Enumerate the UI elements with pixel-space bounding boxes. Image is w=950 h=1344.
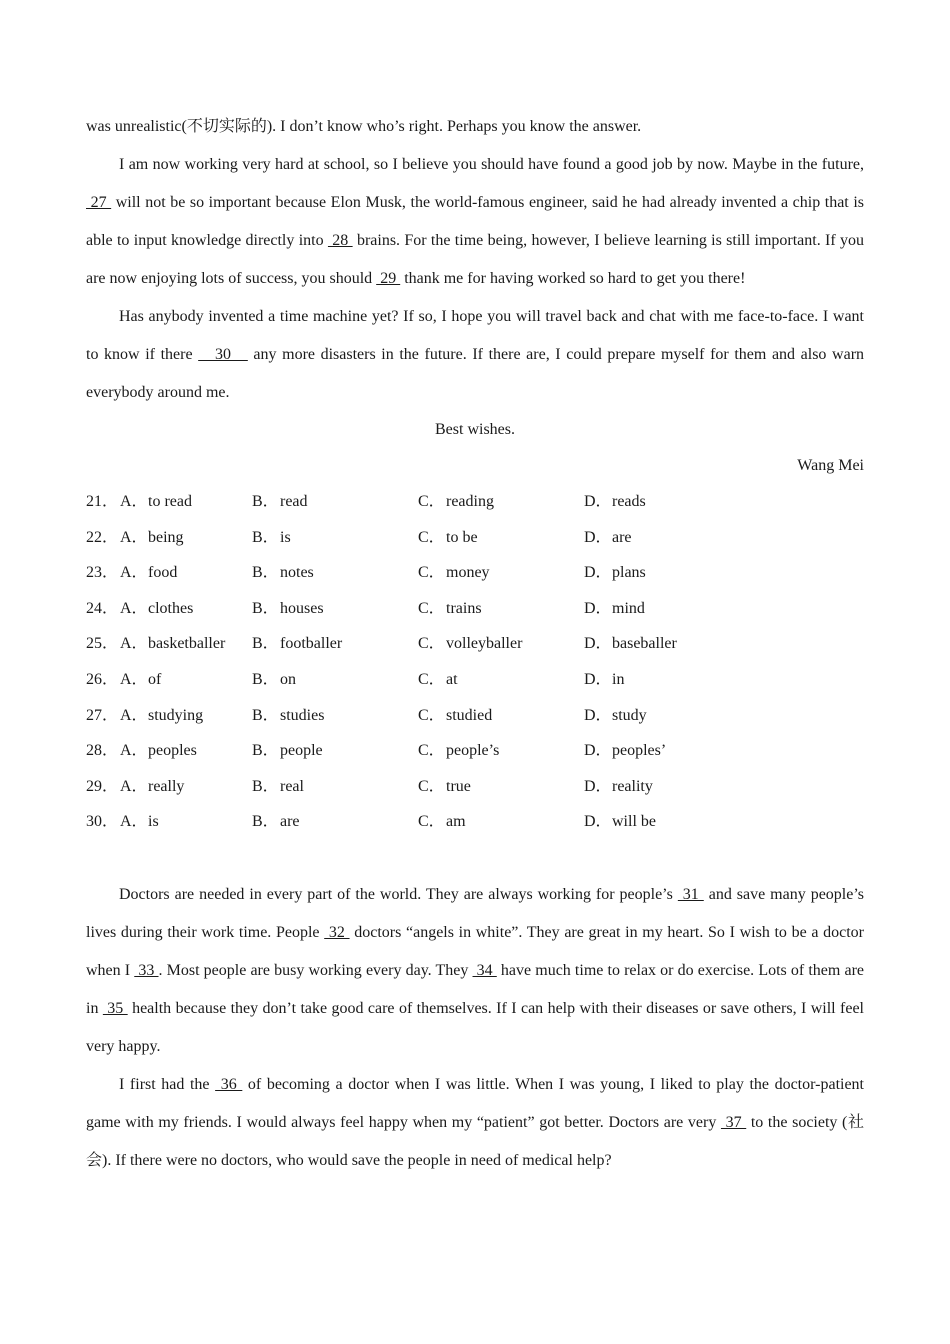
option-b[interactable] — [252, 484, 418, 520]
option-text: read — [280, 493, 308, 510]
option-label: C． — [418, 599, 445, 617]
passage-text: Doctors are needed in every part of the world. They are always working for people’s — [119, 885, 678, 903]
option-d[interactable] — [584, 626, 784, 662]
option-text: at — [446, 670, 458, 688]
question-number: 23． — [86, 564, 119, 582]
letter-signature: Wang Mei — [797, 457, 864, 474]
option-b[interactable] — [252, 733, 418, 769]
option-label: B． — [252, 777, 279, 795]
option-a[interactable] — [120, 484, 252, 520]
letter-closing: Best wishes. — [435, 421, 515, 438]
option-b[interactable] — [252, 555, 418, 591]
passage-text: to the society (社会). If there were no doctors, who would save the people in need of medical help? — [86, 1113, 865, 1169]
blank-36: 36 — [215, 1075, 243, 1093]
passage-text: I first had the — [119, 1075, 216, 1093]
option-text: are — [612, 528, 632, 546]
option-d[interactable] — [584, 733, 784, 769]
option-label: B． — [252, 635, 279, 653]
passage-text: and save many people’s lives during their work time. People — [86, 885, 865, 941]
passage-text: any more disasters in the future. If there are, I could prepare myself for them and also warn everybody around me. — [86, 346, 865, 401]
option-text: volleyballer — [446, 635, 523, 653]
option-b[interactable] — [252, 769, 418, 805]
option-text: reading — [446, 493, 494, 510]
option-b[interactable] — [252, 626, 418, 662]
option-b[interactable] — [252, 591, 418, 627]
option-text: basketballer — [148, 635, 226, 653]
option-text: reality — [612, 777, 653, 795]
option-label: C． — [418, 670, 445, 688]
passage-text: health because they don’t take good care of themselves. If I can help with their diseases or save others, I will feel very happy. — [86, 999, 864, 1055]
option-label: B． — [252, 706, 279, 724]
option-label: A． — [120, 706, 148, 724]
option-c[interactable] — [418, 555, 584, 591]
option-text: footballer — [280, 635, 343, 653]
option-b[interactable] — [252, 804, 418, 840]
option-text: baseballer — [612, 635, 677, 653]
option-c[interactable] — [418, 698, 584, 734]
question-row — [86, 484, 864, 520]
option-c[interactable] — [418, 769, 584, 805]
option-label: D． — [584, 706, 612, 724]
option-label: C． — [418, 706, 445, 724]
option-text: reads — [612, 493, 646, 510]
option-text: notes — [280, 564, 314, 582]
blank-32: 32 — [324, 923, 350, 941]
option-text: being — [148, 528, 184, 546]
question-row — [86, 698, 864, 734]
option-d[interactable] — [584, 591, 784, 627]
option-c[interactable] — [418, 804, 584, 840]
option-label: A． — [120, 564, 148, 582]
option-text: people — [280, 742, 323, 760]
option-c[interactable] — [418, 662, 584, 698]
option-text: of — [148, 670, 162, 688]
passage-text: have much time to relax or do exercise. Lots of them are in — [86, 961, 865, 1017]
option-a[interactable] — [120, 591, 252, 627]
option-text: are — [280, 813, 300, 831]
passage-text: of becoming a doctor when I was little. When I was young, I liked to play the doctor-patient game with my friends. I would always feel happy when my “patient” got better. Doctors are very — [86, 1075, 864, 1131]
question-row — [86, 555, 864, 591]
passage-text: brains. For the time being, however, I believe learning is still important. If you are now enjoying lots of success, you should — [86, 232, 865, 287]
question-row — [86, 804, 864, 840]
option-label: B． — [252, 742, 279, 760]
option-d[interactable] — [584, 520, 784, 556]
option-label: A． — [120, 777, 148, 795]
option-label: A． — [120, 493, 148, 510]
option-text: on — [280, 670, 296, 688]
option-label: D． — [584, 670, 612, 688]
document-page — [86, 108, 864, 1180]
option-a[interactable] — [120, 804, 252, 840]
passage2-paragraph-2 — [86, 1066, 864, 1180]
option-label: B． — [252, 670, 279, 688]
option-label: D． — [584, 813, 612, 831]
option-text: is — [280, 528, 291, 546]
option-a[interactable] — [120, 698, 252, 734]
option-text: houses — [280, 599, 324, 617]
option-label: D． — [584, 777, 612, 795]
section-gap — [86, 840, 864, 876]
passage-text: . Most people are busy working every day. They — [158, 961, 473, 979]
option-label: C． — [418, 777, 445, 795]
option-label: C． — [418, 493, 445, 510]
option-text: to read — [148, 493, 192, 510]
option-c[interactable] — [418, 626, 584, 662]
question-number: 29． — [86, 777, 119, 795]
passage-text: I am now working very hard at school, so I believe you should have found a good job by now. Maybe in the future, — [119, 156, 864, 173]
option-label: C． — [418, 635, 445, 653]
option-label: D． — [584, 742, 612, 760]
question-number: 27． — [86, 706, 119, 724]
blank-33: 33 — [134, 961, 159, 979]
option-text: people’s — [446, 742, 500, 760]
option-label: B． — [252, 493, 279, 510]
option-text: really — [148, 777, 185, 795]
option-text: trains — [446, 599, 482, 617]
option-text: money — [446, 564, 490, 582]
option-c[interactable] — [418, 484, 584, 520]
passage1-paragraph-0 — [86, 108, 864, 146]
option-text: studies — [280, 706, 325, 724]
option-d[interactable] — [584, 484, 784, 520]
option-text: plans — [612, 564, 646, 582]
passage-text: was unrealistic(不切实际的). I don’t know who’s right. Perhaps you know the answer. — [86, 118, 642, 135]
option-b[interactable] — [252, 662, 418, 698]
options-list — [86, 484, 864, 840]
question-number: 25． — [86, 635, 119, 653]
blank-29: 29 — [376, 270, 401, 287]
question-number: 28． — [86, 742, 119, 760]
question-number: 30． — [86, 813, 119, 831]
passage1-paragraph-2 — [86, 298, 864, 412]
option-b[interactable] — [252, 520, 418, 556]
option-label: C． — [418, 813, 445, 831]
option-text: will be — [612, 813, 656, 831]
option-d[interactable] — [584, 698, 784, 734]
option-text: in — [612, 670, 625, 688]
question-row — [86, 591, 864, 627]
option-text: studied — [446, 706, 493, 724]
option-text: real — [280, 777, 304, 795]
question-number: 21． — [86, 493, 119, 510]
option-label: A． — [120, 813, 148, 831]
option-text: to be — [446, 528, 478, 546]
option-d[interactable] — [584, 769, 784, 805]
question-row — [86, 662, 864, 698]
option-a[interactable] — [120, 662, 252, 698]
blank-37: 37 — [720, 1113, 747, 1131]
option-text: peoples — [148, 742, 197, 760]
option-label: A． — [120, 599, 148, 617]
passage-text: Has anybody invented a time machine yet? If so, I hope you will travel back and chat with me face-to-face. I want to know if there — [86, 308, 864, 363]
option-c[interactable] — [418, 733, 584, 769]
option-a[interactable] — [120, 520, 252, 556]
option-text: true — [446, 777, 471, 795]
option-text: clothes — [148, 599, 194, 617]
option-a[interactable] — [120, 733, 252, 769]
option-text: studying — [148, 706, 204, 724]
option-label: C． — [418, 742, 445, 760]
blank-34: 34 — [472, 961, 497, 979]
option-c[interactable] — [418, 591, 584, 627]
option-label: D． — [584, 599, 612, 617]
option-b[interactable] — [252, 698, 418, 734]
option-a[interactable] — [120, 769, 252, 805]
question-row — [86, 520, 864, 556]
option-d[interactable] — [584, 555, 784, 591]
question-row — [86, 769, 864, 805]
passage-text: doctors “angels in white”. They are great in my heart. So I wish to be a doctor when I — [86, 923, 865, 979]
blank-30: 30 — [198, 346, 248, 363]
question-number: 24． — [86, 599, 119, 617]
passage2-paragraph-1 — [86, 876, 864, 1066]
option-label: B． — [252, 813, 279, 831]
option-label: D． — [584, 564, 612, 582]
option-label: A． — [120, 742, 148, 760]
option-text: am — [446, 813, 466, 831]
option-label: C． — [418, 528, 445, 546]
option-text: food — [148, 564, 178, 582]
option-d[interactable] — [584, 804, 784, 840]
option-label: A． — [120, 528, 148, 546]
passage-text: thank me for having worked so hard to get you there! — [400, 270, 746, 287]
option-label: D． — [584, 528, 612, 546]
blank-31: 31 — [677, 885, 704, 903]
option-label: B． — [252, 564, 279, 582]
blank-35: 35 — [102, 999, 128, 1017]
question-row — [86, 733, 864, 769]
option-label: A． — [120, 635, 148, 653]
option-text: study — [612, 706, 647, 724]
option-label: D． — [584, 493, 612, 510]
question-number: 22． — [86, 528, 119, 546]
option-text: mind — [612, 599, 645, 617]
blank-27: 27 — [86, 194, 112, 211]
option-d[interactable] — [584, 662, 784, 698]
question-number: 26． — [86, 670, 119, 688]
option-c[interactable] — [418, 520, 584, 556]
option-text: is — [148, 813, 159, 831]
option-label: B． — [252, 599, 279, 617]
option-label: C． — [418, 564, 445, 582]
option-label: B． — [252, 528, 279, 546]
passage1-paragraph-1 — [86, 146, 864, 298]
option-label: A． — [120, 670, 148, 688]
passage-text: will not be so important because Elon Musk, the world-famous engineer, said he had already invented a chip that is able to input knowledge directly into — [86, 194, 865, 249]
option-a[interactable] — [120, 555, 252, 591]
option-text: peoples’ — [612, 742, 667, 760]
option-a[interactable] — [120, 626, 252, 662]
blank-28: 28 — [327, 232, 353, 249]
question-row — [86, 626, 864, 662]
option-label: D． — [584, 635, 612, 653]
